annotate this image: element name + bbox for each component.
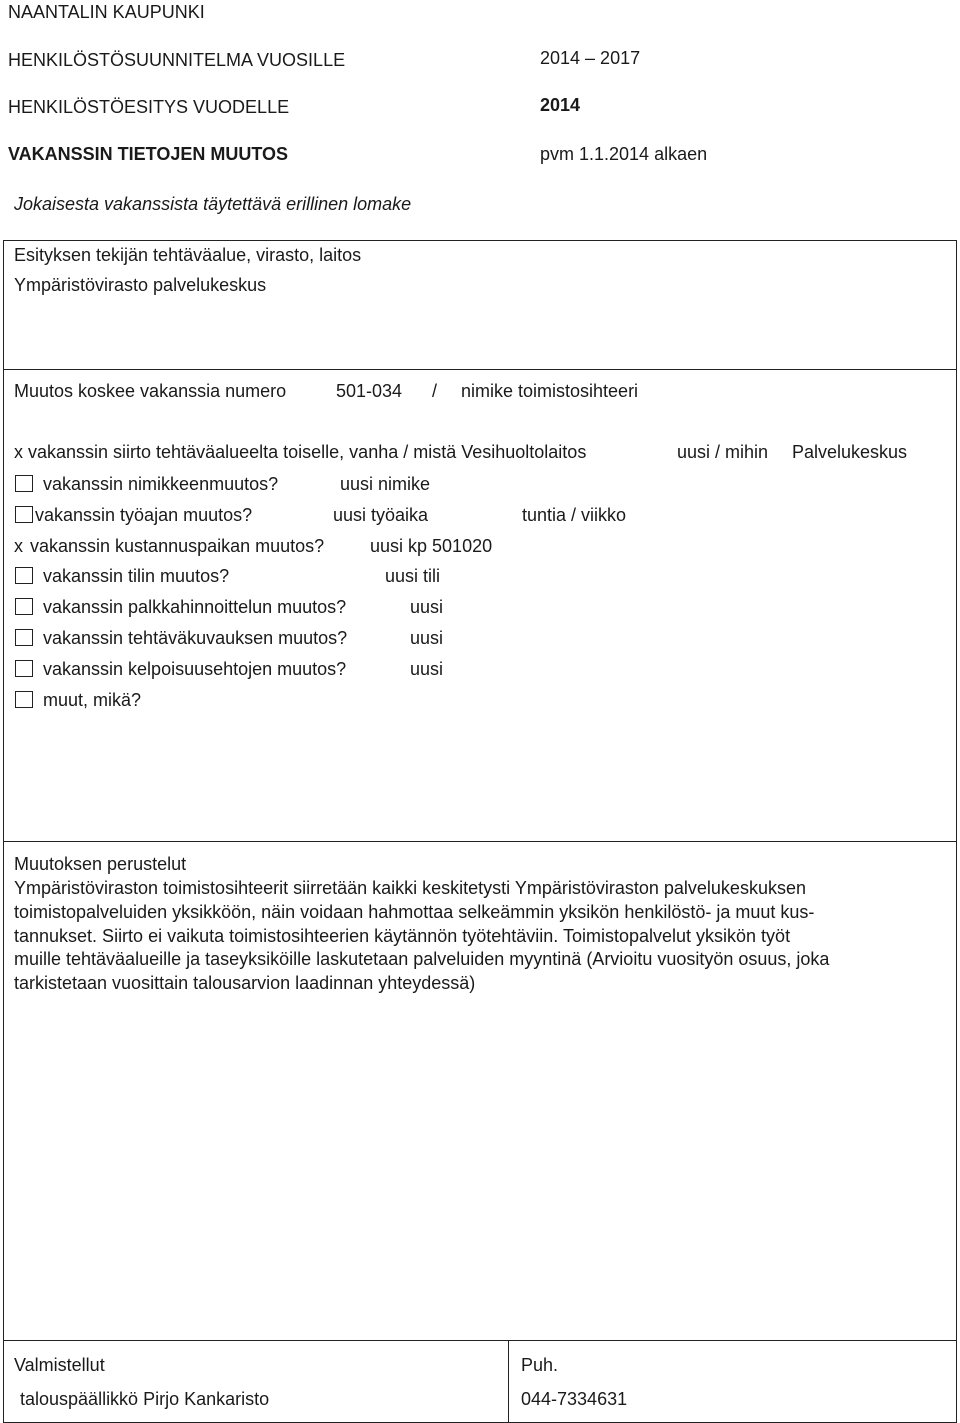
plan-years: 2014 – 2017 bbox=[540, 48, 641, 68]
phone-label: Puh. bbox=[521, 1355, 559, 1375]
cost-center-mark[interactable]: x bbox=[14, 536, 23, 556]
separator: / bbox=[432, 381, 438, 401]
divider bbox=[3, 369, 957, 370]
pay-change-checkbox[interactable] bbox=[15, 598, 33, 615]
transfer-new-value[interactable]: Palvelukeskus bbox=[792, 442, 908, 462]
justification-line: tannukset. Siirto ei vaikuta toimistosihteerien käytännön työtehtäviin. Toimistopalvelut yksikön työt bbox=[14, 926, 791, 946]
justification-line: toimistopalveluiden yksikköön, näin voidaan hahmottaa selkeämmin yksikön henkilöstö- ja muut kus- bbox=[14, 902, 815, 922]
form-instruction: Jokaisesta vakanssista täytettävä erillinen lomake bbox=[14, 194, 412, 214]
change-form-title: VAKANSSIN TIETOJEN MUUTOS bbox=[8, 144, 289, 164]
divider bbox=[3, 1340, 957, 1341]
transfer-mark[interactable]: x bbox=[14, 442, 23, 462]
account-change-checkbox[interactable] bbox=[15, 567, 33, 584]
justification-line: muille tehtäväalueille ja taseyksiköille laskutetaan palveluiden myyntinä (Arvioitu vuosityön osuus, joka bbox=[14, 949, 830, 969]
account-change-label: vakanssin tilin muutos? bbox=[43, 566, 230, 586]
justification-line: Ympäristöviraston toimistosihteerit siirretään kaikki keskitetysti Ympäristöviraston palvelukeskuksen bbox=[14, 878, 806, 898]
other-change-label: muut, mikä? bbox=[43, 690, 142, 710]
qualification-change-checkbox[interactable] bbox=[15, 660, 33, 677]
form-frame bbox=[3, 240, 957, 1423]
cost-center-label: vakanssin kustannuspaikan muutos? bbox=[30, 536, 325, 556]
title-change-new: uusi nimike bbox=[340, 474, 431, 494]
qualification-change-new: uusi bbox=[410, 659, 444, 679]
prepared-label: Valmistellut bbox=[14, 1355, 105, 1375]
footer-divider bbox=[508, 1340, 509, 1423]
city-name: NAANTALIN KAUPUNKI bbox=[8, 2, 205, 22]
vacancy-number-label: Muutos koskee vakanssia numero bbox=[14, 381, 287, 401]
phone-number[interactable]: 044-7334631 bbox=[521, 1389, 628, 1409]
vacancy-number[interactable]: 501-034 bbox=[336, 381, 403, 401]
proposal-year: 2014 bbox=[540, 95, 581, 115]
title-change-checkbox[interactable] bbox=[15, 475, 33, 492]
qualification-change-label: vakanssin kelpoisuusehtojen muutos? bbox=[43, 659, 347, 679]
account-change-new: uusi tili bbox=[385, 566, 441, 586]
duties-change-checkbox[interactable] bbox=[15, 629, 33, 646]
justification-heading: Muutoksen perustelut bbox=[14, 854, 187, 874]
duties-change-label: vakanssin tehtäväkuvauksen muutos? bbox=[43, 628, 348, 648]
hours-change-label: vakanssin työajan muutos? bbox=[35, 505, 253, 525]
pay-change-new: uusi bbox=[410, 597, 444, 617]
hours-unit: tuntia / viikko bbox=[522, 505, 627, 525]
vacancy-title[interactable]: nimike toimistosihteeri bbox=[461, 381, 639, 401]
plan-label: HENKILÖSTÖSUUNNITELMA VUOSILLE bbox=[8, 50, 346, 70]
duties-change-new: uusi bbox=[410, 628, 444, 648]
transfer-label: vakanssin siirto tehtäväalueelta toiselle, vanha / mistä Vesihuoltolaitos bbox=[28, 442, 587, 462]
cost-center-new[interactable]: uusi kp 501020 bbox=[370, 536, 493, 556]
presenter-value[interactable]: Ympäristövirasto palvelukeskus bbox=[14, 275, 267, 295]
divider bbox=[3, 841, 957, 842]
title-change-label: vakanssin nimikkeenmuutos? bbox=[43, 474, 279, 494]
presenter-label: Esityksen tekijän tehtäväalue, virasto, laitos bbox=[14, 245, 362, 265]
pay-change-label: vakanssin palkkahinnoittelun muutos? bbox=[43, 597, 347, 617]
hours-change-new: uusi työaika bbox=[333, 505, 429, 525]
other-change-checkbox[interactable] bbox=[15, 691, 33, 708]
hours-change-checkbox[interactable] bbox=[15, 506, 33, 523]
transfer-new-label: uusi / mihin bbox=[677, 442, 769, 462]
effective-date: pvm 1.1.2014 alkaen bbox=[540, 144, 708, 164]
proposal-label: HENKILÖSTÖESITYS VUODELLE bbox=[8, 97, 290, 117]
prepared-by[interactable]: talouspäällikkö Pirjo Kankaristo bbox=[20, 1389, 270, 1409]
justification-line: tarkistetaan vuosittain talousarvion laadinnan yhteydessä) bbox=[14, 973, 476, 993]
